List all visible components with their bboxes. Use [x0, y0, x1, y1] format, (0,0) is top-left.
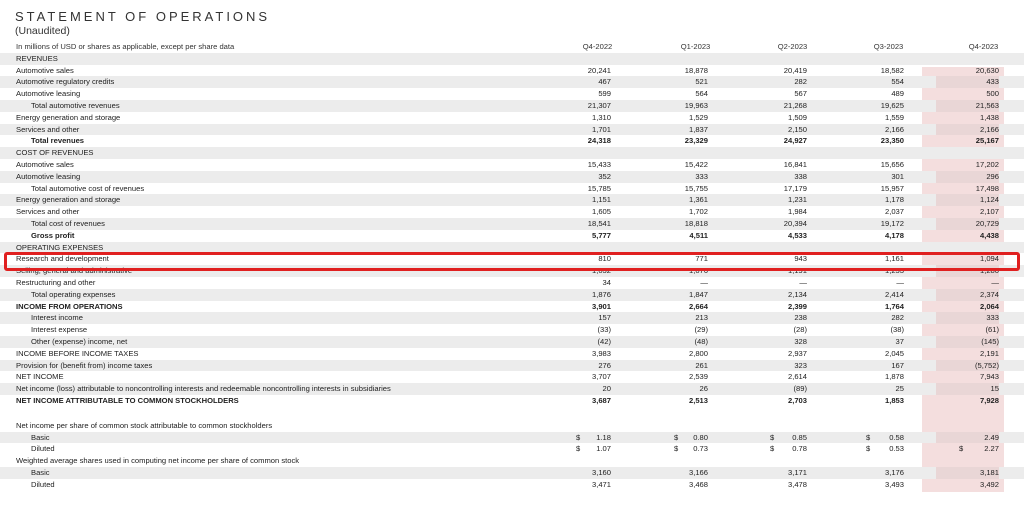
table-row [0, 324, 1024, 336]
value-cell: 2,664 [688, 301, 708, 311]
row-label: Total automotive revenues [31, 100, 120, 110]
table-row [0, 420, 1024, 432]
value-cell: 3,687 [591, 395, 611, 405]
statement-table [0, 41, 1024, 490]
value-cell: 1,076 [688, 266, 708, 276]
value-cell: 1,847 [688, 289, 708, 299]
table-row [0, 171, 1024, 183]
value-cell: (48) [694, 336, 708, 346]
row-label: Energy generation and storage [16, 195, 121, 205]
value-cell: 18,878 [684, 65, 708, 75]
table-row [0, 371, 1024, 383]
value-cell: 2,414 [884, 289, 904, 299]
row-label: Automotive leasing [16, 171, 81, 181]
value-cell: 23,350 [880, 136, 904, 146]
value-cell: 3,166 [688, 467, 708, 477]
value-cell: 3,181 [936, 467, 999, 479]
value-cell: 15,422 [684, 159, 708, 169]
value-cell: 20,394 [783, 218, 807, 228]
value-cell: 18,582 [880, 65, 904, 75]
value-cell: 18,541 [587, 218, 611, 228]
value-cell: 564 [695, 89, 708, 99]
value-cell: 15,957 [880, 183, 904, 193]
value-cell: 3,468 [688, 479, 708, 489]
value-cell: 15,755 [684, 183, 708, 193]
table-row [0, 360, 1024, 372]
table-row [0, 336, 1024, 348]
table-row [0, 467, 1024, 479]
value-cell: 20,630 [975, 65, 999, 75]
currency-symbol: $ [770, 444, 775, 454]
value-cell: 1,094 [979, 254, 999, 264]
value-cell: 282 [794, 77, 807, 87]
value-cell: 1,559 [884, 112, 904, 122]
value-cell: 0.73 [693, 444, 708, 454]
value-cell: 26 [699, 384, 708, 394]
value-cell: 3,471 [591, 479, 611, 489]
value-cell: 2,374 [936, 289, 999, 301]
value-cell: 296 [936, 171, 999, 183]
value-cell: 771 [695, 254, 708, 264]
table-row [0, 253, 1024, 265]
row-label: Automotive leasing [16, 89, 81, 99]
table-row [0, 301, 1024, 313]
col-q4-2023: Q4-2023 [968, 42, 999, 51]
value-cell: 19,172 [880, 218, 904, 228]
value-cell: 1,280 [936, 265, 999, 277]
value-cell: 0.53 [889, 444, 904, 454]
value-cell: 3,171 [787, 467, 807, 477]
value-cell: 333 [936, 312, 999, 324]
value-cell: 238 [794, 313, 807, 323]
value-cell: 1,253 [884, 266, 904, 276]
currency-symbol: $ [866, 432, 871, 442]
value-cell: 167 [891, 360, 904, 370]
value-cell: (89) [793, 384, 807, 394]
row-label: REVENUES [16, 53, 58, 63]
col-q3-2023: Q3-2023 [873, 42, 904, 51]
row-label: Energy generation and storage [16, 112, 121, 122]
currency-symbol: $ [959, 444, 964, 454]
row-label: Services and other [16, 207, 80, 217]
row-label: Net income (loss) attributable to noncontrolling interests and redeemable noncontrolling interests in subsidiaries [16, 384, 391, 394]
value-cell: 1,702 [688, 207, 708, 217]
value-cell: 21,307 [587, 100, 611, 110]
table-row [0, 206, 1024, 218]
value-cell: 521 [695, 77, 708, 87]
table-row [0, 348, 1024, 360]
table-body [0, 53, 1024, 491]
header-label: In millions of USD or shares as applicable, except per share data [16, 42, 235, 51]
table-row [0, 312, 1024, 324]
table-row [0, 159, 1024, 171]
value-cell: 20,419 [783, 65, 807, 75]
value-cell: (5,752) [936, 360, 999, 372]
value-cell: 1,161 [884, 254, 904, 264]
value-cell: 261 [695, 360, 708, 370]
table-row [0, 395, 1024, 407]
col-q1-2023: Q1-2023 [680, 42, 711, 51]
value-cell: 489 [891, 89, 904, 99]
value-cell: 17,202 [975, 159, 999, 169]
table-row [0, 124, 1024, 136]
row-label: Weighted average shares used in computing net income per share of common stock [16, 456, 300, 466]
row-label: Basic [31, 432, 50, 442]
row-label: Interest expense [31, 325, 88, 335]
header-row [0, 41, 1024, 53]
row-label: INCOME BEFORE INCOME TAXES [16, 348, 139, 358]
value-cell: 20,241 [587, 65, 611, 75]
table-row [0, 135, 1024, 147]
value-cell: 2,134 [787, 289, 807, 299]
value-cell: 7,928 [979, 395, 999, 405]
value-cell: 3,160 [591, 467, 611, 477]
table-row [0, 65, 1024, 77]
value-cell: (42) [597, 336, 611, 346]
table-row [0, 183, 1024, 195]
value-cell: 2,150 [787, 124, 807, 134]
value-cell: 333 [695, 171, 708, 181]
value-cell: 19,625 [880, 100, 904, 110]
value-cell: 2,937 [787, 348, 807, 358]
value-cell: 5,777 [591, 230, 611, 240]
row-label: Automotive regulatory credits [16, 77, 115, 87]
value-cell: 2,191 [979, 348, 999, 358]
value-cell: 338 [794, 171, 807, 181]
value-cell: 2.27 [984, 444, 999, 454]
value-cell: 1,124 [936, 194, 999, 206]
value-cell: 500 [986, 89, 999, 99]
value-cell: 4,533 [787, 230, 807, 240]
value-cell: 1,876 [591, 289, 611, 299]
value-cell: 15 [936, 383, 999, 395]
table-row [0, 277, 1024, 289]
value-cell: 276 [598, 360, 611, 370]
value-cell: 2,166 [936, 124, 999, 136]
value-cell: 25 [895, 384, 904, 394]
value-cell: — [700, 277, 708, 287]
value-cell: 1,361 [688, 195, 708, 205]
value-cell: 1,438 [979, 112, 999, 122]
value-cell: (145) [936, 336, 999, 348]
table-row [0, 218, 1024, 230]
value-cell: 1,509 [787, 112, 807, 122]
value-cell: 554 [891, 77, 904, 87]
value-cell: 1,605 [591, 207, 611, 217]
row-label: Total revenues [31, 136, 85, 146]
value-cell: 599 [598, 89, 611, 99]
row-label: Restructuring and other [16, 277, 96, 287]
row-label: COST OF REVENUES [16, 148, 94, 158]
value-cell: 2,166 [884, 124, 904, 134]
table-row [0, 265, 1024, 277]
value-cell: 810 [598, 254, 611, 264]
currency-symbol: $ [576, 432, 581, 442]
value-cell: 0.78 [792, 444, 807, 454]
value-cell: 3,176 [884, 467, 904, 477]
value-cell: 1,764 [884, 301, 904, 311]
value-cell: 21,268 [783, 100, 807, 110]
currency-symbol: $ [674, 432, 679, 442]
table-row [0, 383, 1024, 395]
value-cell: 1,529 [688, 112, 708, 122]
value-cell: 2.49 [936, 432, 999, 444]
value-cell: 2,614 [787, 372, 807, 382]
table-row [0, 194, 1024, 206]
col-q4-2022: Q4-2022 [582, 42, 613, 51]
value-cell: 3,492 [979, 479, 999, 489]
row-label: Research and development [16, 254, 109, 264]
table-row [0, 443, 1024, 455]
row-label: NET INCOME ATTRIBUTABLE TO COMMON STOCKHOLDERS [16, 395, 239, 405]
table-row [0, 289, 1024, 301]
value-cell: 0.80 [693, 432, 708, 442]
value-cell: (29) [694, 325, 708, 335]
value-cell: 157 [598, 313, 611, 323]
value-cell: 37 [895, 336, 904, 346]
row-label: Gross profit [31, 230, 75, 240]
row-label: Basic [31, 467, 50, 477]
value-cell: 2,037 [884, 207, 904, 217]
value-cell: 433 [936, 76, 999, 88]
row-label: Other (expense) income, net [31, 336, 128, 346]
value-cell: 24,927 [783, 136, 807, 146]
value-cell: 2,064 [979, 301, 999, 311]
value-cell: 352 [598, 171, 611, 181]
col-q2-2023: Q2-2023 [777, 42, 808, 51]
value-cell: 1,878 [884, 372, 904, 382]
value-cell: 3,983 [591, 348, 611, 358]
value-cell: 4,438 [979, 230, 999, 240]
currency-symbol: $ [674, 444, 679, 454]
value-cell: 1,853 [884, 395, 904, 405]
value-cell: 0.85 [792, 432, 807, 442]
value-cell: 16,841 [783, 159, 807, 169]
value-cell: 213 [695, 313, 708, 323]
value-cell: — [799, 277, 807, 287]
table-row [0, 230, 1024, 242]
value-cell: 943 [794, 254, 807, 264]
value-cell: 15,785 [587, 183, 611, 193]
row-label: Selling, general and administrative [16, 266, 133, 276]
currency-symbol: $ [770, 432, 775, 442]
value-cell: (33) [597, 325, 611, 335]
value-cell: 301 [891, 171, 904, 181]
value-cell: 3,493 [884, 479, 904, 489]
value-cell: 20,729 [936, 218, 999, 230]
row-label: Provision for (benefit from) income taxes [16, 360, 153, 370]
value-cell: 2,399 [787, 301, 807, 311]
row-label: Diluted [31, 444, 55, 454]
value-cell: 2,107 [979, 207, 999, 217]
value-cell: 1,984 [787, 207, 807, 217]
row-label: INCOME FROM OPERATIONS [16, 301, 123, 311]
value-cell: 4,511 [689, 230, 708, 240]
value-cell: 2,513 [688, 395, 708, 405]
statement-subtitle: (Unaudited) [15, 25, 70, 37]
row-label: NET INCOME [16, 372, 64, 382]
table-row [0, 76, 1024, 88]
value-cell: 1,032 [591, 266, 611, 276]
table-row [0, 242, 1024, 254]
row-label: Total automotive cost of revenues [31, 183, 145, 193]
value-cell: 7,943 [979, 372, 999, 382]
value-cell: 1,701 [591, 124, 611, 134]
value-cell: 1,151 [591, 195, 611, 205]
value-cell: 467 [598, 77, 611, 87]
table-row [0, 100, 1024, 112]
value-cell: 17,179 [783, 183, 807, 193]
row-label: Total cost of revenues [31, 218, 105, 228]
value-cell: 1,191 [787, 266, 807, 276]
value-cell: — [896, 277, 904, 287]
spacer-row [0, 407, 1024, 420]
row-label: Services and other [16, 124, 80, 134]
value-cell: 19,963 [684, 100, 708, 110]
value-cell: 3,901 [591, 301, 611, 311]
table-row [0, 53, 1024, 65]
table-row [0, 147, 1024, 159]
value-cell: (38) [890, 325, 904, 335]
value-cell: 34 [602, 277, 611, 287]
value-cell: — [991, 277, 999, 287]
value-cell: 1.07 [596, 444, 611, 454]
value-cell: 23,329 [684, 136, 708, 146]
row-label: Automotive sales [16, 159, 74, 169]
value-cell: 24,318 [587, 136, 611, 146]
value-cell: 2,539 [688, 372, 708, 382]
value-cell: (61) [985, 325, 999, 335]
value-cell: 21,563 [936, 100, 999, 112]
value-cell: 1.18 [596, 432, 611, 442]
row-label: Net income per share of common stock attributable to common stockholders [16, 420, 273, 430]
value-cell: 323 [794, 360, 807, 370]
value-cell: 1,310 [591, 112, 611, 122]
row-label: Interest income [31, 313, 83, 323]
currency-symbol: $ [576, 444, 581, 454]
value-cell: 4,178 [884, 230, 904, 240]
value-cell: 1,231 [787, 195, 807, 205]
value-cell: 2,800 [688, 348, 708, 358]
value-cell: 567 [794, 89, 807, 99]
value-cell: 1,178 [884, 195, 904, 205]
value-cell: 328 [794, 336, 807, 346]
currency-symbol: $ [866, 444, 871, 454]
table-row [0, 88, 1024, 100]
value-cell: 1,837 [688, 124, 708, 134]
value-cell: 17,498 [975, 183, 999, 193]
value-cell: 2,703 [787, 395, 807, 405]
table-row [0, 112, 1024, 124]
row-label: Diluted [31, 479, 55, 489]
row-label: OPERATING EXPENSES [16, 242, 104, 252]
value-cell: 18,818 [684, 218, 708, 228]
table-row [0, 479, 1024, 491]
value-cell: 3,707 [591, 372, 611, 382]
value-cell: 25,167 [975, 136, 999, 146]
value-cell: 15,656 [880, 159, 904, 169]
table-row [0, 455, 1024, 467]
value-cell: (28) [793, 325, 807, 335]
table-row [0, 432, 1024, 444]
row-label: Automotive sales [16, 65, 74, 75]
value-cell: 2,045 [884, 348, 904, 358]
value-cell: 15,433 [587, 159, 611, 169]
statement-title: STATEMENT OF OPERATIONS [15, 9, 271, 24]
row-label: Total operating expenses [31, 289, 116, 299]
value-cell: 0.58 [889, 432, 904, 442]
value-cell: 282 [891, 313, 904, 323]
value-cell: 20 [602, 384, 611, 394]
value-cell: 3,478 [787, 479, 807, 489]
